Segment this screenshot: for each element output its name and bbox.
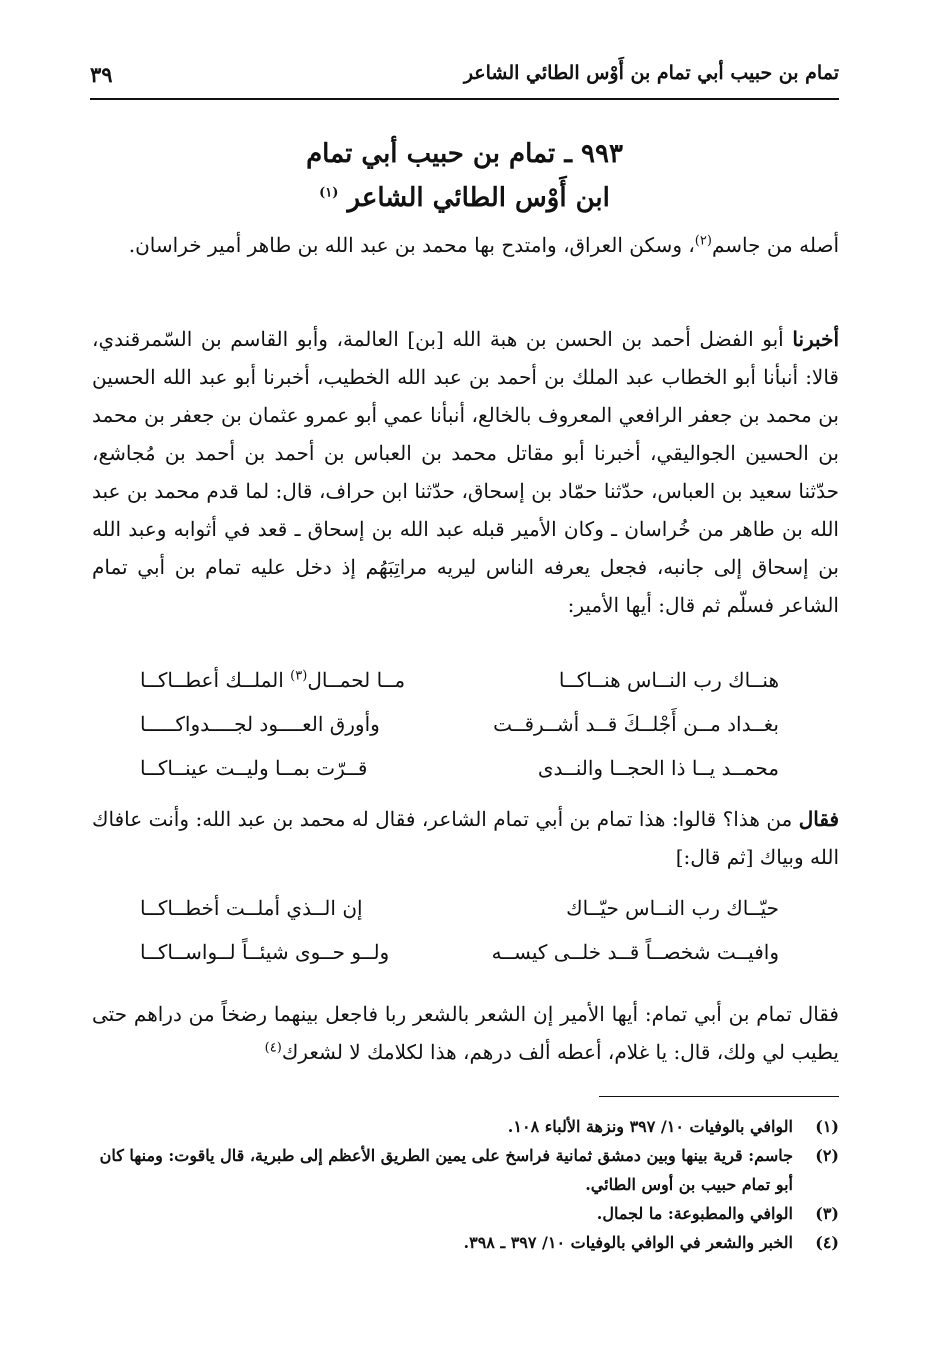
verse-first-hemistich: هنــاك رب النــاس هنــاكــا — [558, 668, 779, 692]
paragraph-isnad — [92, 320, 839, 624]
footnote-ref-3[interactable]: (٣) — [290, 668, 308, 684]
verse-line — [140, 712, 779, 756]
paragraph-reply — [92, 995, 839, 1071]
verse-second-hemistich — [140, 668, 430, 692]
footnote-item — [92, 1141, 839, 1199]
running-head-title: تمام بن حبيب أبي تمام بن أَوْس الطائي الشاعر — [463, 62, 839, 84]
paragraph-reply-text: فقال تمام بن أبي تمام: أيها الأمير إن الشعر بالشعر ربا فاجعل بينهما رضخاً من دراهم حتى يطيب لي ولك، قال: يا غلام، أعطه ألف درهم، هذا لكلامك لا لشعرك — [92, 1002, 839, 1064]
entry-heading-line1: ٩٩٣ ـ تمام بن حبيب أبي تمام — [306, 139, 623, 169]
verse-line — [140, 896, 779, 940]
paragraph-question-lead: فقال — [798, 807, 840, 831]
footnotes — [92, 1112, 839, 1257]
header-rule — [90, 98, 839, 100]
paragraph-origin — [92, 226, 839, 264]
entry-heading-line2 — [90, 176, 839, 220]
footnote-item — [92, 1228, 839, 1257]
verse-line — [140, 756, 779, 800]
verse-first-hemistich: محمــد يــا ذا الحجــا والنــدى — [537, 756, 779, 780]
paragraph-question — [92, 800, 839, 876]
footnote-rule — [599, 1096, 839, 1097]
entry-heading-line2-text: ابن أَوْس الطائي الشاعر — [347, 183, 610, 213]
footnote-item — [92, 1199, 839, 1228]
verse-first-hemistich: وافيــت شخصــاً قــد خلــى كيســه — [491, 940, 779, 964]
footnote-item — [92, 1112, 839, 1141]
footnote-text: الوافي والمطبوعة: ما لجمال. — [596, 1204, 793, 1223]
poem-1 — [140, 668, 779, 800]
verse-first-hemistich: حيّــاك رب النــاس حيّــاك — [566, 896, 779, 920]
footnote-text: الوافي بالوفيات ١٠/ ٣٩٧ ونزهة الألباء ١٠٨. — [507, 1117, 793, 1136]
paragraph-question-text: من هذا؟ قالوا: هذا تمام بن أبي تمام الشاعر، فقال له محمد بن عبد الله: وأنت عافاك الله وبياك [ثم قال:] — [92, 807, 839, 869]
page-number: ٣٩ — [90, 62, 113, 87]
footnote-text: جاسم: قرية بينها وبين دمشق ثمانية فراسخ على يمين الطريق الأعظم إلى طبرية، قال ياقوت: ومنها كان أبو تمام حبيب بن أوس الطائي. — [99, 1146, 793, 1194]
verse-second-hemistich-end: الملــك أعطــاكــا — [140, 668, 291, 692]
footnote-number: (٣) — [815, 1204, 839, 1223]
verse-first-hemistich: بغــداد مــن أَجْلــكَ قــد أشــرقــت — [493, 712, 779, 736]
footnote-number: (١) — [815, 1117, 839, 1136]
footnote-number: (٢) — [815, 1146, 839, 1165]
footnote-number: (٤) — [815, 1233, 839, 1252]
verse-second-hemistich-start: مــا لحمــال — [307, 668, 406, 692]
footnote-ref-4[interactable]: (٤) — [264, 1040, 282, 1056]
footnote-text: الخبر والشعر في الوافي بالوفيات ١٠/ ٣٩٧ ـ ٣٩٨. — [463, 1233, 793, 1252]
verse-line — [140, 668, 779, 712]
verse-second-hemistich: ولــو حــوى شيئــاً لــواســاكــا — [140, 940, 390, 964]
poem-2 — [140, 896, 779, 984]
verse-second-hemistich: قــرّت بمــا وليــت عينــاكــا — [140, 756, 368, 780]
footnote-ref-1[interactable]: (١) — [319, 185, 339, 201]
running-head — [90, 62, 839, 102]
verse-line — [140, 940, 779, 984]
verse-second-hemistich: إن الــذي أملــت أخطــاكــا — [140, 896, 363, 920]
paragraph-origin-text: أصله من جاسم — [711, 233, 839, 257]
entry-heading — [90, 132, 839, 220]
paragraph-isnad-text: أبو الفضل أحمد بن الحسن بن هبة الله [بن] العالمة، وأبو القاسم بن السّمرقندي، قالا: أنبأنا أبو الخطاب عبد الملك بن أحمد بن عبد الله الخطيب، أخبرنا أبو عبد الله الحسين بن محمد بن جعفر الرافعي المعروف بالخالع، أنبأنا عمي أبو عمرو عثمان بن جعفر بن محمد بن الحسين الجواليقي، أخبرنا أبو مقاتل محمد بن العباس بن أحمد بن أحمد بن مُجاشع، حدّثنا سعيد بن العباس، حدّثنا حمّاد بن إسحاق، حدّثنا ابن حراف، قال: لما قدم محمد بن عبد الله بن طاهر من خُراسان ـ وكان الأمير قبله عبد الله بن إسحاق ـ قعد في أثوابه وعبد الله بن إسحاق إلى جانبه، فجعل يعرفه الناس ليريه مراتِبَهُم إذ دخل عليه تمام بن أبي تمام الشاعر فسلّم ثم قال: أيها الأمير: — [92, 327, 839, 617]
paragraph-isnad-lead: أخبرنا — [792, 327, 839, 351]
footnote-ref-2[interactable]: (٢) — [694, 233, 712, 249]
verse-second-hemistich: وأورق العــــود لجــــدواكـــــا — [140, 712, 380, 736]
paragraph-origin-rest: ، وسكن العراق، وامتدح بها محمد بن عبد الله بن طاهر أمير خراسان. — [128, 233, 695, 257]
